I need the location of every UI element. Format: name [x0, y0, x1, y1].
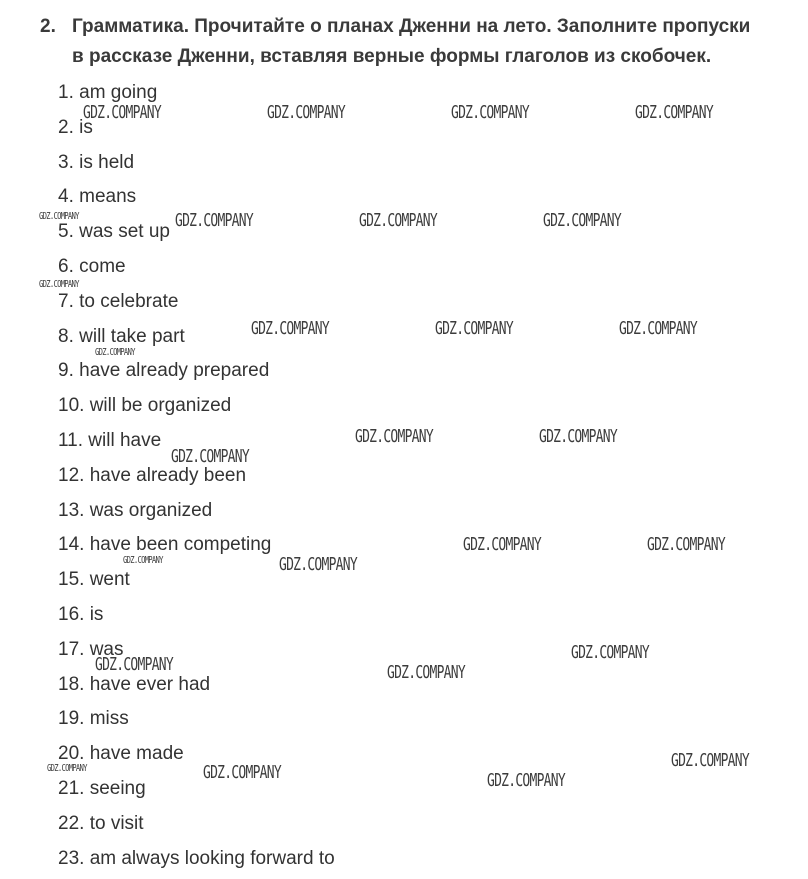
task-heading-line1: Грамматика. Прочитайте о планах Дженни на лето. Заполните пропуски	[72, 16, 751, 37]
watermark: GDZ.COMPANY	[543, 210, 621, 231]
watermark: GDZ.COMPANY	[539, 426, 617, 447]
answer-item-19: 19. miss	[58, 708, 129, 730]
watermark: GDZ.COMPANY	[39, 279, 79, 290]
task-number: 2.	[40, 16, 56, 37]
watermark: GDZ.COMPANY	[463, 534, 541, 555]
watermark: GDZ.COMPANY	[123, 555, 163, 566]
answer-item-22: 22. to visit	[58, 812, 144, 834]
answer-item-21: 21. seeing	[58, 777, 146, 799]
watermark: GDZ.COMPANY	[47, 763, 87, 774]
answer-item-18: 18. have ever had	[58, 673, 211, 695]
answer-item-6: 6. come	[58, 255, 126, 277]
watermark: GDZ.COMPANY	[267, 102, 345, 123]
watermark: GDZ.COMPANY	[279, 554, 357, 575]
answer-item-20: 20. have made	[58, 743, 184, 765]
watermark: GDZ.COMPANY	[203, 762, 281, 783]
answer-item-11: 11. will have	[58, 429, 162, 451]
answer-item-10: 10. will be organized	[58, 395, 232, 417]
watermark: GDZ.COMPANY	[435, 318, 513, 339]
answer-item-13: 13. was organized	[58, 499, 213, 521]
watermark: GDZ.COMPANY	[175, 210, 253, 231]
answer-item-3: 3. is held	[58, 151, 135, 173]
watermark: GDZ.COMPANY	[95, 654, 173, 675]
answer-list	[58, 79, 335, 879]
watermark: GDZ.COMPANY	[95, 347, 135, 358]
task-heading	[40, 12, 800, 72]
answer-item-12: 12. have already been	[58, 464, 247, 486]
watermark: GDZ.COMPANY	[451, 102, 529, 123]
watermark: GDZ.COMPANY	[487, 770, 565, 791]
watermark: GDZ.COMPANY	[571, 642, 649, 663]
answer-item-5: 5. was set up	[58, 221, 170, 243]
watermark: GDZ.COMPANY	[83, 102, 161, 123]
answer-item-23: 23. am always looking forward to	[58, 847, 335, 869]
watermark: GDZ.COMPANY	[619, 318, 697, 339]
answer-item-14: 14. have been competing	[58, 534, 272, 556]
watermark: GDZ.COMPANY	[387, 662, 465, 683]
answer-item-16: 16. is	[58, 603, 104, 625]
answer-item-4: 4. means	[58, 186, 137, 208]
watermark: GDZ.COMPANY	[39, 211, 79, 222]
watermark: GDZ.COMPANY	[251, 318, 329, 339]
answer-item-2: 2. is	[58, 116, 93, 138]
watermark: GDZ.COMPANY	[171, 446, 249, 467]
answer-item-9: 9. have already prepared	[58, 360, 270, 382]
answer-item-17: 17. was	[58, 638, 124, 660]
watermark: GDZ.COMPANY	[635, 102, 713, 123]
watermark: GDZ.COMPANY	[355, 426, 433, 447]
answer-item-7: 7. to celebrate	[58, 290, 179, 312]
answer-item-15: 15. went	[58, 569, 130, 591]
answer-item-1: 1. am going	[58, 82, 158, 103]
watermark: GDZ.COMPANY	[671, 750, 749, 771]
watermark: GDZ.COMPANY	[359, 210, 437, 231]
task-heading-line2: в рассказе Дженни, вставляя верные формы глаголов из скобочек.	[72, 46, 712, 67]
answer-item-8: 8. will take part	[58, 325, 185, 347]
watermark: GDZ.COMPANY	[647, 534, 725, 555]
